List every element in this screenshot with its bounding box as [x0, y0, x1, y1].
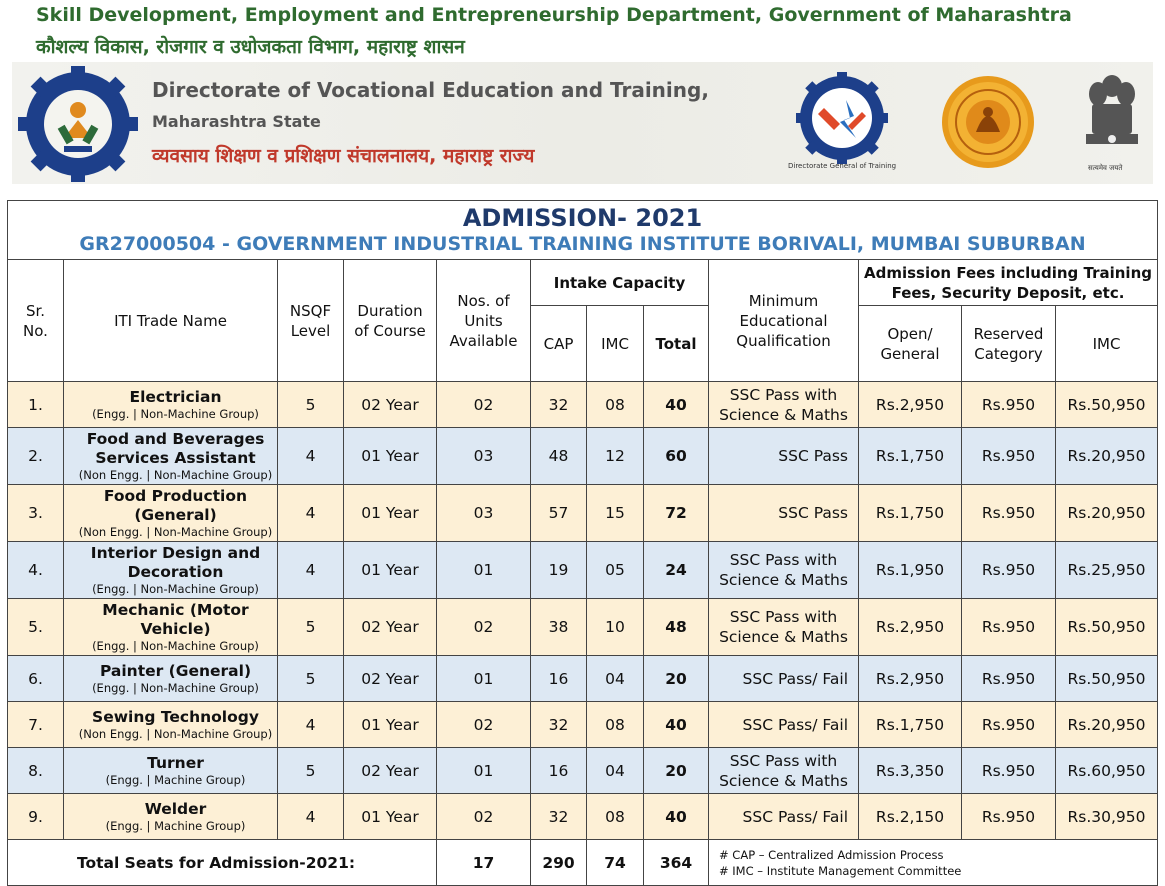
cell-units: 03: [437, 428, 531, 485]
cell-units: 01: [437, 748, 531, 794]
cell-imc: 05: [587, 542, 644, 599]
cell-duration: 02 Year: [344, 748, 437, 794]
table-row: [8, 485, 1158, 542]
cell-cap: 57: [531, 485, 587, 542]
cell-fee-reserved: Rs.950: [962, 702, 1056, 748]
national-emblem-icon: [1082, 70, 1142, 162]
cell-duration: 01 Year: [344, 794, 437, 840]
cell-fee-imc: Rs.25,950: [1056, 542, 1158, 599]
maharashtra-seal-icon: [938, 74, 1038, 170]
header-cap: CAP: [531, 306, 587, 382]
table-row: [8, 382, 1158, 428]
cell-fee-open: Rs.3,350: [859, 748, 962, 794]
cell-sr: 6.: [8, 656, 64, 702]
cell-qualification: SSC Pass with Science & Maths: [709, 542, 859, 599]
cell-nsqf: 4: [278, 702, 344, 748]
cell-fee-reserved: Rs.950: [962, 748, 1056, 794]
header-trade-name: ITI Trade Name: [64, 260, 278, 382]
cell-trade: Painter (General) (Engg. | Non-Machine Group): [64, 656, 278, 702]
cell-sr: 5.: [8, 599, 64, 656]
cell-fee-imc: Rs.20,950: [1056, 485, 1158, 542]
cell-fee-imc: Rs.60,950: [1056, 748, 1158, 794]
cell-fee-reserved: Rs.950: [962, 485, 1056, 542]
cell-cap: 32: [531, 382, 587, 428]
cell-fee-open: Rs.2,950: [859, 382, 962, 428]
cell-total: 40: [644, 702, 709, 748]
cell-trade: Food Production (General) (Non Engg. | Non-Machine Group): [64, 485, 278, 542]
cell-trade: Welder (Engg. | Machine Group): [64, 794, 278, 840]
header-qualification: Minimum Educational Qualification: [709, 260, 859, 382]
dve-banner: [12, 62, 1153, 184]
totals-cap: 290: [531, 840, 587, 886]
cell-fee-reserved: Rs.950: [962, 794, 1056, 840]
cell-cap: 32: [531, 794, 587, 840]
abbreviation-notes: # CAP – Centralized Admission Process # IMC – Institute Management Committee: [709, 840, 1158, 886]
table-row: [8, 748, 1158, 794]
cell-qualification: SSC Pass: [709, 428, 859, 485]
cell-units: 02: [437, 794, 531, 840]
cell-qualification: SSC Pass/ Fail: [709, 702, 859, 748]
cell-nsqf: 4: [278, 794, 344, 840]
cell-imc: 15: [587, 485, 644, 542]
cell-fee-open: Rs.1,750: [859, 702, 962, 748]
cell-trade: Food and Beverages Services Assistant (Non Engg. | Non-Machine Group): [64, 428, 278, 485]
cell-trade: Electrician (Engg. | Non-Machine Group): [64, 382, 278, 428]
header-nsqf-level: NSQF Level: [278, 260, 344, 382]
header-open-general: Open/ General: [859, 306, 962, 382]
cell-duration: 02 Year: [344, 656, 437, 702]
cell-fee-open: Rs.1,750: [859, 428, 962, 485]
header-total: Total: [644, 306, 709, 382]
cell-trade: Interior Design and Decoration (Engg. | Non-Machine Group): [64, 542, 278, 599]
cell-nsqf: 5: [278, 656, 344, 702]
cell-total: 40: [644, 794, 709, 840]
header-reserved: Reserved Category: [962, 306, 1056, 382]
cell-fee-imc: Rs.50,950: [1056, 656, 1158, 702]
cell-qualification: SSC Pass/ Fail: [709, 794, 859, 840]
cell-total: 72: [644, 485, 709, 542]
header-intake-capacity: Intake Capacity: [531, 260, 709, 306]
cell-imc: 08: [587, 794, 644, 840]
header-admission-fees: Admission Fees including Training Fees, Security Deposit, etc.: [859, 260, 1158, 306]
cell-sr: 8.: [8, 748, 64, 794]
cell-duration: 02 Year: [344, 599, 437, 656]
cell-units: 03: [437, 485, 531, 542]
cell-sr: 7.: [8, 702, 64, 748]
header-duration: Duration of Course: [344, 260, 437, 382]
cell-duration: 01 Year: [344, 485, 437, 542]
cell-sr: 1.: [8, 382, 64, 428]
dvet-logo-icon: [16, 66, 140, 182]
cell-imc: 04: [587, 656, 644, 702]
cell-sr: 9.: [8, 794, 64, 840]
cell-total: 20: [644, 748, 709, 794]
admission-table-container: [7, 200, 1157, 880]
cell-fee-open: Rs.1,950: [859, 542, 962, 599]
totals-total: 364: [644, 840, 709, 886]
cell-nsqf: 4: [278, 485, 344, 542]
cell-units: 01: [437, 656, 531, 702]
totals-row: [8, 840, 1158, 886]
cell-qualification: SSC Pass with Science & Maths: [709, 382, 859, 428]
emblem-caption: सत्यमेव जयते: [1088, 164, 1123, 172]
cell-total: 40: [644, 382, 709, 428]
cell-cap: 16: [531, 748, 587, 794]
cell-fee-reserved: Rs.950: [962, 382, 1056, 428]
cell-cap: 32: [531, 702, 587, 748]
cell-qualification: SSC Pass with Science & Maths: [709, 748, 859, 794]
cell-cap: 38: [531, 599, 587, 656]
cell-total: 48: [644, 599, 709, 656]
cell-trade: Turner (Engg. | Machine Group): [64, 748, 278, 794]
dgt-logo-icon: [796, 72, 888, 164]
cell-fee-imc: Rs.50,950: [1056, 382, 1158, 428]
cell-imc: 08: [587, 702, 644, 748]
table-row: [8, 702, 1158, 748]
cell-duration: 01 Year: [344, 428, 437, 485]
cell-cap: 48: [531, 428, 587, 485]
cell-sr: 2.: [8, 428, 64, 485]
cell-sr: 4.: [8, 542, 64, 599]
cell-qualification: SSC Pass with Science & Maths: [709, 599, 859, 656]
dvet-name-en-line2: Maharashtra State: [152, 112, 321, 131]
cell-cap: 16: [531, 656, 587, 702]
institute-name: GR27000504 - GOVERNMENT INDUSTRIAL TRAINING INSTITUTE BORIVALI, MUMBAI SUBURBAN: [79, 233, 1086, 255]
cell-nsqf: 4: [278, 428, 344, 485]
admission-table: [7, 200, 1158, 886]
dgt-caption: Directorate General of Training: [788, 162, 897, 170]
table-title-cell: [8, 201, 1158, 260]
cell-cap: 19: [531, 542, 587, 599]
header-fee-imc: IMC: [1056, 306, 1158, 382]
cell-fee-imc: Rs.30,950: [1056, 794, 1158, 840]
table-row: [8, 428, 1158, 485]
dvet-name-en-line1: Directorate of Vocational Education and Training,: [152, 78, 709, 102]
cell-fee-open: Rs.2,950: [859, 599, 962, 656]
department-title-mr: कौशल्य विकास, रोजगार व उधोजकता विभाग, महाराष्ट्र शासन: [36, 36, 465, 58]
cell-nsqf: 5: [278, 382, 344, 428]
cell-units: 01: [437, 542, 531, 599]
totals-imc: 74: [587, 840, 644, 886]
cell-units: 02: [437, 702, 531, 748]
cell-total: 20: [644, 656, 709, 702]
cell-total: 60: [644, 428, 709, 485]
cell-imc: 12: [587, 428, 644, 485]
cell-fee-imc: Rs.20,950: [1056, 702, 1158, 748]
admission-title: ADMISSION- 2021: [462, 204, 703, 232]
department-title-en: Skill Development, Employment and Entrepreneurship Department, Government of Maharashtra: [36, 4, 1072, 26]
cell-nsqf: 5: [278, 748, 344, 794]
cell-fee-reserved: Rs.950: [962, 542, 1056, 599]
cell-sr: 3.: [8, 485, 64, 542]
cell-imc: 10: [587, 599, 644, 656]
cell-qualification: SSC Pass: [709, 485, 859, 542]
table-row: [8, 542, 1158, 599]
cell-trade: Mechanic (Motor Vehicle) (Engg. | Non-Machine Group): [64, 599, 278, 656]
totals-units: 17: [437, 840, 531, 886]
cell-fee-reserved: Rs.950: [962, 428, 1056, 485]
cell-fee-open: Rs.2,150: [859, 794, 962, 840]
cell-duration: 01 Year: [344, 702, 437, 748]
cell-nsqf: 5: [278, 599, 344, 656]
cell-trade: Sewing Technology (Non Engg. | Non-Machine Group): [64, 702, 278, 748]
header-units: Nos. of Units Available: [437, 260, 531, 382]
cell-fee-imc: Rs.20,950: [1056, 428, 1158, 485]
cell-fee-reserved: Rs.950: [962, 656, 1056, 702]
cell-duration: 01 Year: [344, 542, 437, 599]
cell-units: 02: [437, 599, 531, 656]
table-row: [8, 599, 1158, 656]
header-imc: IMC: [587, 306, 644, 382]
table-row: [8, 656, 1158, 702]
cell-qualification: SSC Pass/ Fail: [709, 656, 859, 702]
table-row: [8, 794, 1158, 840]
cell-fee-open: Rs.2,950: [859, 656, 962, 702]
cell-duration: 02 Year: [344, 382, 437, 428]
cell-fee-open: Rs.1,750: [859, 485, 962, 542]
cell-units: 02: [437, 382, 531, 428]
cell-nsqf: 4: [278, 542, 344, 599]
dvet-name-mr: व्यवसाय शिक्षण व प्रशिक्षण संचालनालय, महाराष्ट्र राज्य: [152, 145, 535, 167]
cell-fee-imc: Rs.50,950: [1056, 599, 1158, 656]
totals-label: Total Seats for Admission-2021:: [8, 840, 437, 886]
cell-fee-reserved: Rs.950: [962, 599, 1056, 656]
cell-total: 24: [644, 542, 709, 599]
header-sr-no: Sr. No.: [8, 260, 64, 382]
cell-imc: 08: [587, 382, 644, 428]
cell-imc: 04: [587, 748, 644, 794]
